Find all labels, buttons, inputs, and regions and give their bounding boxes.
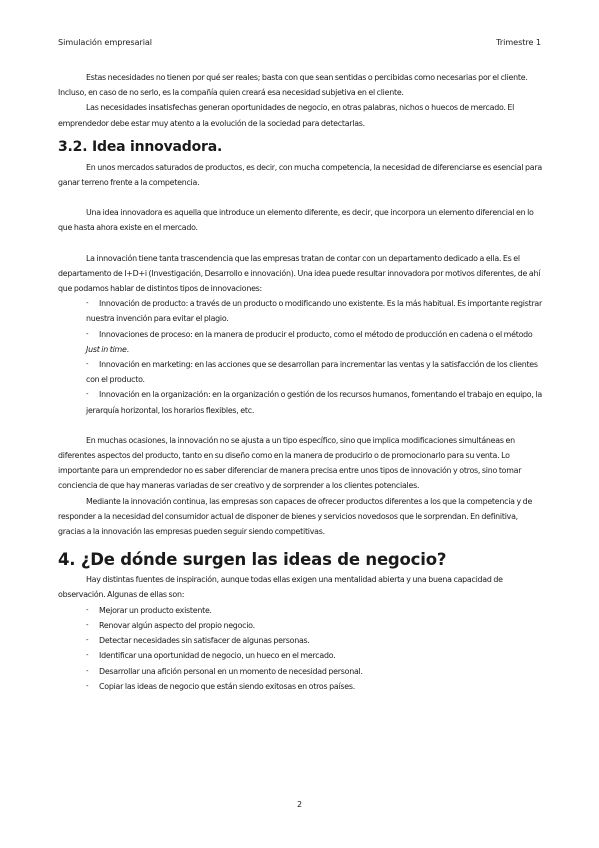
section4-paragraph-1: Hay distintas fuentes de inspiración, aunque todas ellas exigen una mentalidad abierta y una buena capacidad de observación. Algunas de ellas son: <box>58 575 503 600</box>
idea-source-item: Renovar algún aspecto del propio negocio. <box>99 620 255 630</box>
idea-source-item: Detectar necesidades sin satisfacer de algunas personas. <box>99 636 310 646</box>
list-item <box>58 296 542 326</box>
innovation-types-list <box>58 296 542 418</box>
idea-source-item: Identificar una oportunidad de negocio, un hueco en el mercado. <box>99 651 336 661</box>
just-in-time-term: Just in time <box>86 344 127 354</box>
bullet-dash-icon: - <box>86 299 89 308</box>
idea-source-item: Copiar las ideas de negocio que están siendo exitosas en otros países. <box>99 681 355 691</box>
idea-source-item: Desarrollar una afición personal en un momento de necesidad personal. <box>99 666 363 676</box>
bullet-dash-icon: - <box>86 620 89 629</box>
idea-source-item: Mejorar un producto existente. <box>99 605 212 615</box>
list-item <box>58 648 542 663</box>
list-item <box>58 618 542 633</box>
bullet-dash-icon: - <box>86 360 89 369</box>
section32-paragraph-1: En unos mercados saturados de productos, es decir, con mucha competencia, la necesidad de diferenciarse es esencial para ganar terreno frente a la competencia. <box>58 162 542 188</box>
innovation-type-process-end: . <box>126 344 129 354</box>
section32-paragraph-3: La innovación tiene tanta trascendencia que las empresas tratan de contar con un departamento dedicado a ella. Es el departamento de I+D+i (Investigación, Desarrollo e innovación). Una idea puede resultar innovadora por motivos diferentes, de ahí que podamos hablar de distintos tipos de innovaciones: <box>58 253 541 294</box>
list-item <box>58 679 542 694</box>
bullet-dash-icon: - <box>86 329 89 338</box>
list-item <box>58 633 542 648</box>
list-item <box>58 387 542 417</box>
section-heading-idea-innovadora: 3.2. Idea innovadora. <box>58 138 223 155</box>
list-item <box>58 327 542 357</box>
page-number: 2 <box>296 800 303 809</box>
header-document-title: Simulación empresarial <box>58 37 152 47</box>
list-item <box>58 603 542 618</box>
section32-paragraph-5: Mediante la innovación continua, las empresas son capaces de ofrecer productos diferentes a los que la competencia y de responder a la necesidad del consumidor actual de disponer de bienes y servicios novedosos que le sorprendan. En definitiva, gracias a la innovación las empresas pueden seguir siendo competitivas. <box>58 496 533 537</box>
bullet-dash-icon: - <box>86 605 89 614</box>
section32-paragraph-4: En muchas ocasiones, la innovación no se ajusta a un tipo específico, sino que implica modificaciones simultáneas en diferentes aspectos del producto, tanto en su diseño como en la manera de producirlo o de promocionarlo para su venta. Lo importante para un emprendedor no es saber diferenciar de manera precisa entre unos tipos de innovación y otros, sino tomar conciencia de que hay maneras variadas de ser creativo y de sorprender a los clientes potenciales. <box>58 435 522 491</box>
section-heading-ideas-negocio: 4. ¿De dónde surgen las ideas de negocio? <box>58 550 447 570</box>
bullet-dash-icon: - <box>86 666 89 675</box>
innovation-type-product: Innovación de producto: a través de un producto o modificando uno existente. Es la más habitual. Es importante registrar nuestra invención para evitar el plagio. <box>86 299 543 324</box>
section32-paragraph-2: Una idea innovadora es aquella que introduce un elemento diferente, es decir, que incorpora un elemento diferencial en lo que hasta ahora existe en el mercado. <box>58 208 534 233</box>
intro-paragraph-1: Estas necesidades no tienen por qué ser reales; basta con que sean sentidas o percibidas como necesarias por el cliente. Incluso, en caso de no serlo, es la compañía quien creará esa necesidad subjetiva en el cliente. <box>58 73 528 98</box>
header-term: Trimestre 1 <box>496 37 541 47</box>
bullet-dash-icon: - <box>86 651 89 660</box>
innovation-type-marketing: Innovación en marketing: en las acciones que se desarrollan para incrementar las ventas y la satisfacción de los clientes con el producto. <box>86 360 538 385</box>
innovation-type-organization: Innovación en la organización: en la organización o gestión de los recursos humanos, fomentando el trabajo en equipo, la jerarquía horizontal, los horarios flexibles, etc. <box>86 390 542 415</box>
bullet-dash-icon: - <box>86 390 89 399</box>
list-item <box>58 357 542 387</box>
innovation-type-process: Innovaciones de proceso: en la manera de producir el producto, como el método de producción en cadena o el método <box>99 329 533 339</box>
idea-sources-list <box>58 603 542 694</box>
bullet-dash-icon: - <box>86 681 89 690</box>
intro-paragraph-2: Las necesidades insatisfechas generan oportunidades de negocio, en otras palabras, nichos o huecos de mercado. El emprendedor debe estar muy atento a la evolución de la sociedad para detectarlas. <box>58 103 515 128</box>
page-content <box>58 70 542 694</box>
list-item <box>58 664 542 679</box>
bullet-dash-icon: - <box>86 636 89 645</box>
